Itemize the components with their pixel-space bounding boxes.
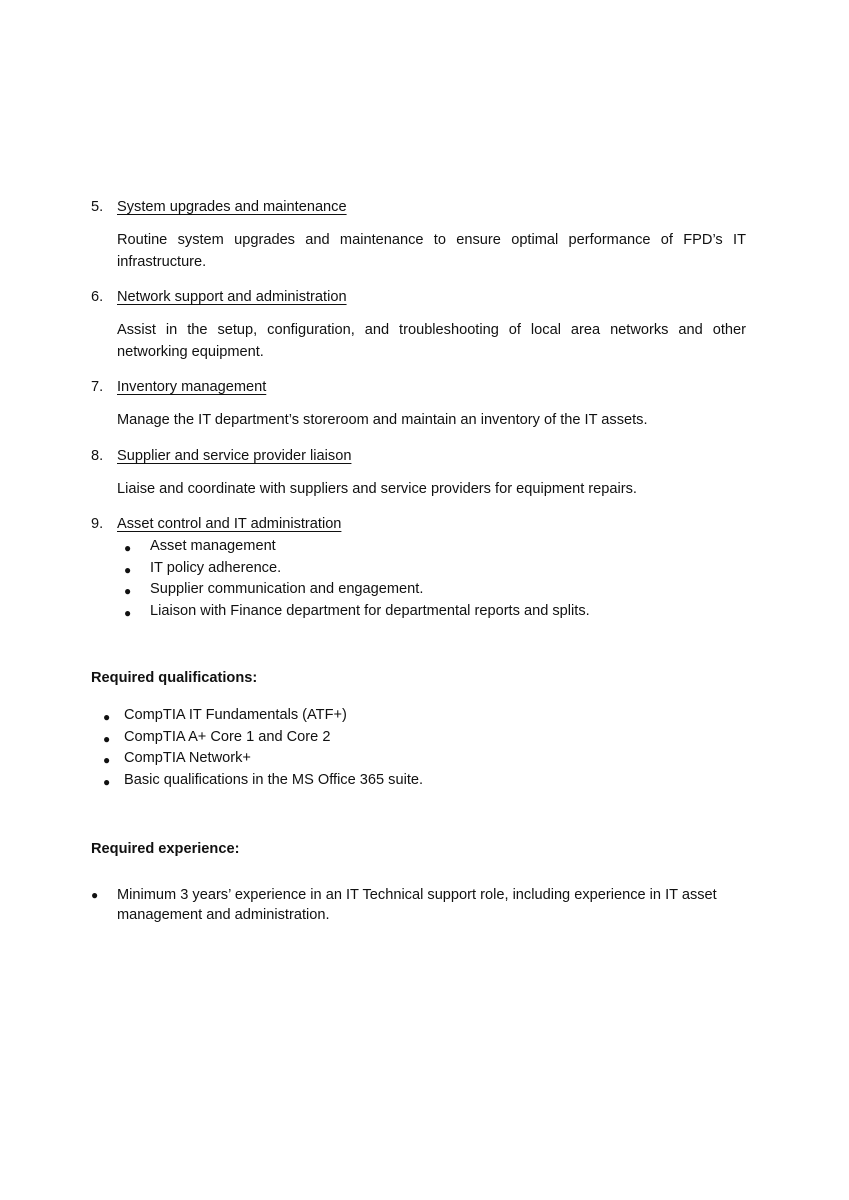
list-item: IT policy adherence. <box>150 560 282 576</box>
item-number: 5. <box>91 199 104 215</box>
item-description-system-upgrades: Routine system upgrades and maintenance to ensure optimal performance of FPD’s IT infrastructure. <box>117 232 746 270</box>
bullet-icon: ● <box>103 775 111 789</box>
list-item: CompTIA Network+ <box>124 750 251 766</box>
item-heading-asset-control: Asset control and IT administration <box>117 516 342 532</box>
list-item: Asset management <box>150 538 276 554</box>
list-item: Basic qualifications in the MS Office 365 suite. <box>124 772 424 788</box>
item-description-supplier-liaison: Liaise and coordinate with suppliers and service providers for equipment repairs. <box>117 481 637 497</box>
list-item: Supplier communication and engagement. <box>150 581 424 597</box>
list-item: Liaison with Finance department for departmental reports and splits. <box>150 603 590 619</box>
bullet-icon: ● <box>124 584 132 598</box>
list-item: Minimum 3 years’ experience in an IT Technical support role, including experience in IT asset management and administration. <box>117 887 717 923</box>
section-heading-experience: Required experience: <box>91 841 240 857</box>
list-item: CompTIA IT Fundamentals (ATF+) <box>124 707 347 723</box>
bullet-icon: ● <box>103 753 111 767</box>
item-heading-system-upgrades: System upgrades and maintenance <box>117 199 347 215</box>
bullet-icon: ● <box>91 888 99 902</box>
bullet-icon: ● <box>103 732 111 746</box>
item-heading-network-support: Network support and administration <box>117 289 347 305</box>
item-heading-supplier-liaison: Supplier and service provider liaison <box>117 448 352 464</box>
bullet-icon: ● <box>124 606 132 620</box>
bullet-icon: ● <box>124 563 132 577</box>
item-description-inventory-management: Manage the IT department’s storeroom and maintain an inventory of the IT assets. <box>117 412 648 428</box>
section-heading-qualifications: Required qualifications: <box>91 670 258 686</box>
item-number: 7. <box>91 379 104 395</box>
item-number: 6. <box>91 289 104 305</box>
item-number: 9. <box>91 516 104 532</box>
bullet-icon: ● <box>124 541 132 555</box>
item-heading-inventory-management: Inventory management <box>117 379 267 395</box>
bullet-icon: ● <box>103 710 111 724</box>
list-item: CompTIA A+ Core 1 and Core 2 <box>124 729 331 745</box>
item-description-network-support: Assist in the setup, configuration, and troubleshooting of local area networks and other networking equipment. <box>117 322 746 360</box>
item-number: 8. <box>91 448 104 464</box>
